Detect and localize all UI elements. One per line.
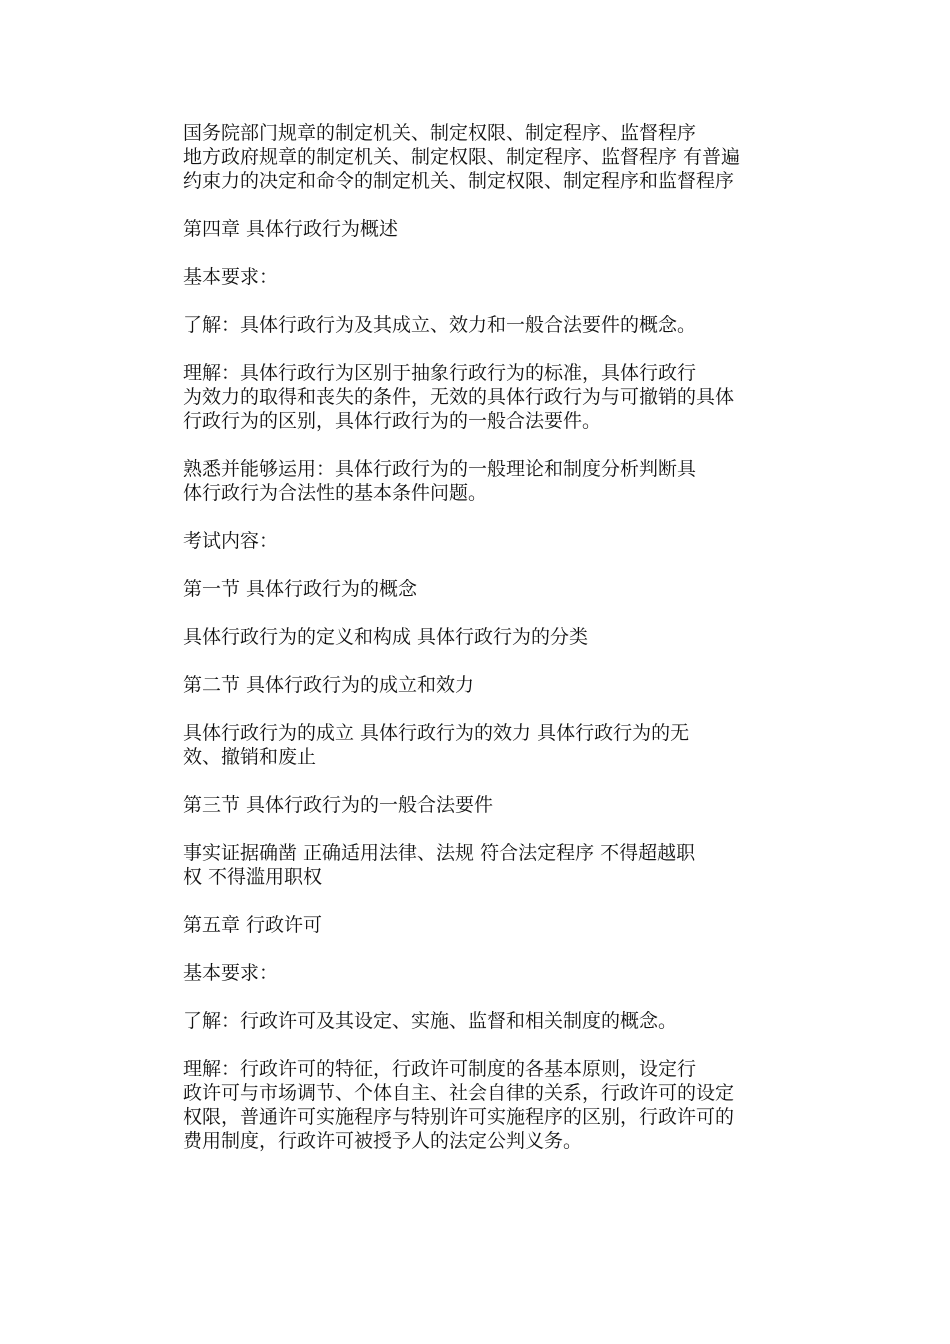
- paragraph: [145, 625, 810, 649]
- text-line: 体行政行为合法性的基本条件问题。: [183, 482, 488, 504]
- paragraph: [145, 721, 810, 769]
- text-line: 第一节 具体行政行为的概念: [183, 578, 418, 600]
- text-line: 国务院部门规章的制定机关、制定权限、制定程序、监督程序: [183, 122, 697, 144]
- text-line: 基本要求：: [183, 962, 279, 984]
- paragraph: [145, 361, 810, 433]
- paragraph: [145, 313, 810, 337]
- text-line: 理解：具体行政行为区别于抽象行政行为的标准，具体行政行: [183, 362, 697, 384]
- text-line: 行政行为的区别，具体行政行为的一般合法要件。: [183, 410, 602, 432]
- text-line: 了解：行政许可及其设定、实施、监督和相关制度的概念。: [183, 1010, 678, 1032]
- document-body: [145, 121, 810, 1177]
- paragraph: [145, 457, 810, 505]
- text-line: 费用制度，行政许可被授予人的法定公判义务。: [183, 1130, 583, 1152]
- text-line: 权 不得滥用职权: [183, 866, 323, 888]
- text-line: 第五章 行政许可: [183, 914, 323, 936]
- paragraph: [145, 217, 810, 241]
- paragraph: [145, 913, 810, 937]
- text-line: 具体行政行为的成立 具体行政行为的效力 具体行政行为的无: [183, 722, 690, 744]
- paragraph: [145, 961, 810, 985]
- text-line: 第三节 具体行政行为的一般合法要件: [183, 794, 494, 816]
- paragraph: [145, 1009, 810, 1033]
- text-line: 为效力的取得和丧失的条件，无效的具体行政行为与可撤销的具体: [183, 386, 735, 408]
- text-line: 熟悉并能够运用：具体行政行为的一般理论和制度分析判断具: [183, 458, 697, 480]
- paragraph: [145, 121, 810, 193]
- text-line: 第四章 具体行政行为概述: [183, 218, 399, 240]
- paragraph: [145, 841, 810, 889]
- text-line: 权限，普通许可实施程序与特别许可实施程序的区别，行政许可的: [183, 1106, 735, 1128]
- paragraph: [145, 673, 810, 697]
- paragraph: [145, 529, 810, 553]
- text-line: 地方政府规章的制定机关、制定权限、制定程序、监督程序 有普遍: [183, 146, 741, 168]
- text-line: 考试内容：: [183, 530, 279, 552]
- paragraph: [145, 577, 810, 601]
- text-line: 第二节 具体行政行为的成立和效力: [183, 674, 475, 696]
- paragraph: [145, 1057, 810, 1153]
- text-line: 理解：行政许可的特征，行政许可制度的各基本原则，设定行: [183, 1058, 697, 1080]
- paragraph: [145, 793, 810, 817]
- text-line: 约束力的决定和命令的制定机关、制定权限、制定程序和监督程序: [183, 170, 735, 192]
- text-line: 事实证据确凿 正确适用法律、法规 符合法定程序 不得超越职: [183, 842, 696, 864]
- text-line: 基本要求：: [183, 266, 279, 288]
- text-line: 效、撤销和废止: [183, 746, 317, 768]
- paragraph: [145, 265, 810, 289]
- text-line: 了解：具体行政行为及其成立、效力和一般合法要件的概念。: [183, 314, 697, 336]
- text-line: 政许可与市场调节、个体自主、社会自律的关系，行政许可的设定: [183, 1082, 735, 1104]
- text-line: 具体行政行为的定义和构成 具体行政行为的分类: [183, 626, 589, 648]
